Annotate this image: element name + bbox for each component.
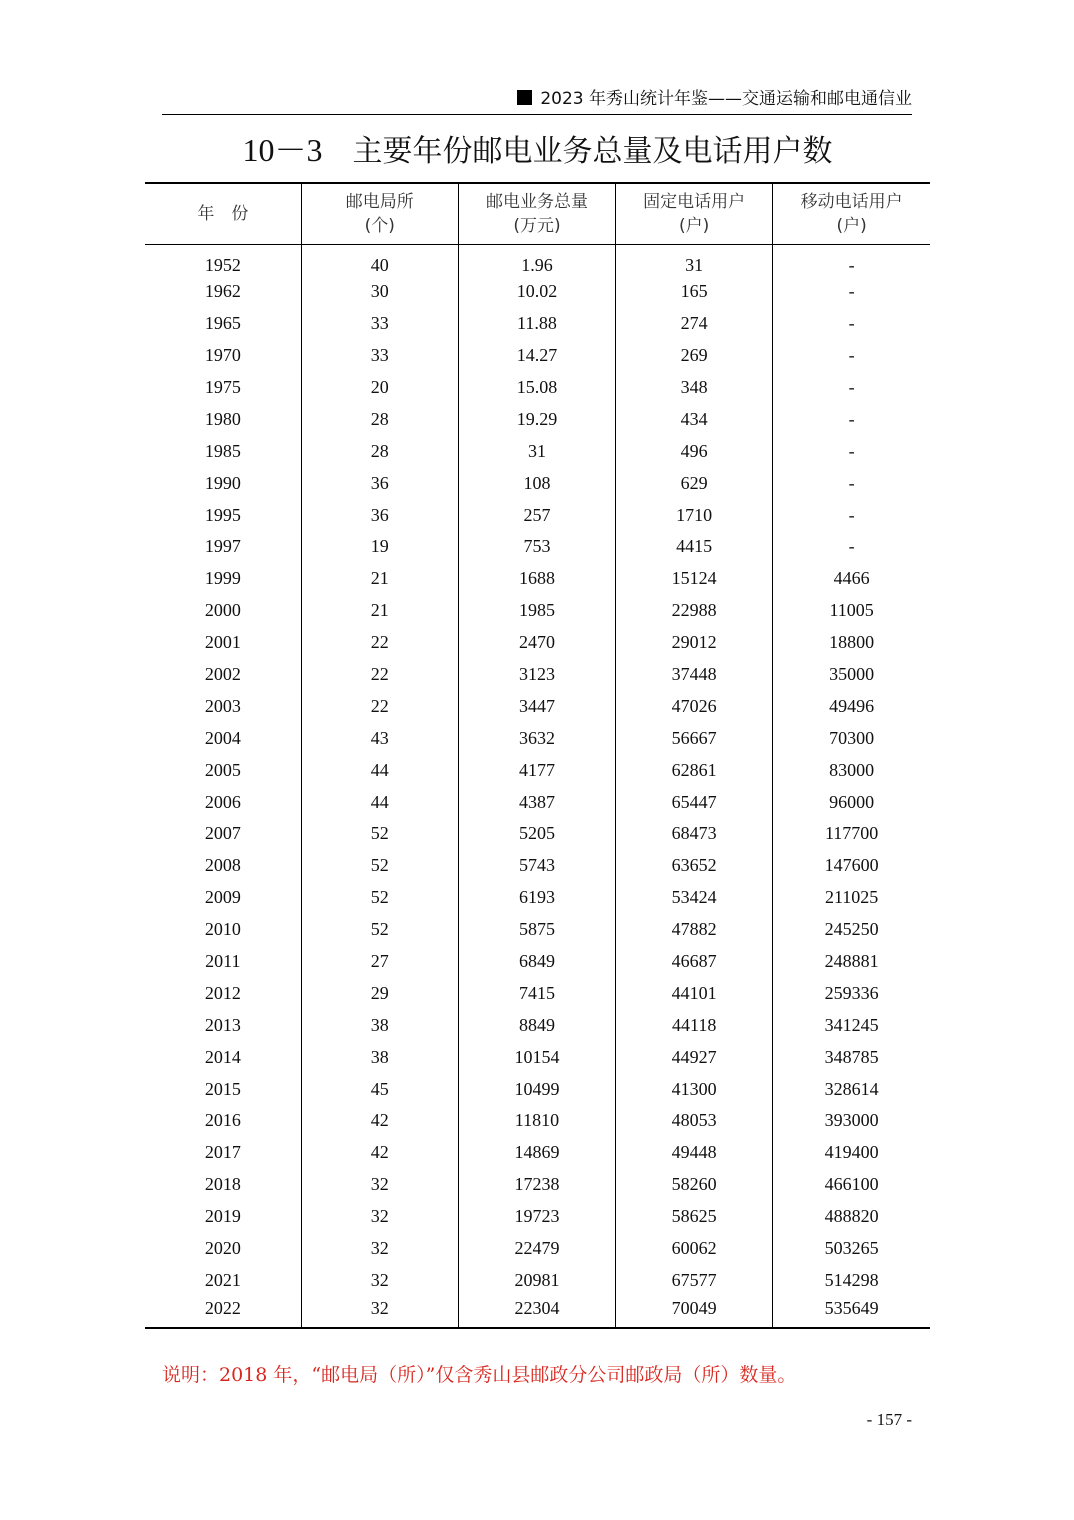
cell-fixed-phone: 63652 <box>616 850 773 882</box>
cell-business-volume: 15.08 <box>458 372 615 404</box>
cell-business-volume: 17238 <box>458 1169 615 1201</box>
cell-post-offices: 52 <box>301 850 458 882</box>
cell-mobile-phone: 147600 <box>773 850 930 882</box>
column-header-mobile-phone: 移动电话用户 (户) <box>773 183 930 244</box>
cell-mobile-phone: 245250 <box>773 914 930 946</box>
cell-year: 1962 <box>204 281 241 302</box>
table-row <box>145 914 930 946</box>
cell-fixed-phone: 269 <box>616 340 773 372</box>
cell-year: 2010 <box>204 919 241 940</box>
table-row <box>145 403 930 435</box>
cell-mobile-phone: - <box>773 467 930 499</box>
cell-business-volume: 2470 <box>458 627 615 659</box>
cell-fixed-phone: 31 <box>616 244 773 276</box>
cell-post-offices: 44 <box>301 754 458 786</box>
cell-post-offices: 38 <box>301 1041 458 1073</box>
square-bullet-icon <box>517 90 532 105</box>
cell-fixed-phone: 165 <box>616 276 773 308</box>
cell-post-offices: 20 <box>301 372 458 404</box>
cell-mobile-phone: - <box>773 372 930 404</box>
cell-business-volume: 1688 <box>458 563 615 595</box>
cell-business-volume: 6193 <box>458 882 615 914</box>
table-row <box>145 1009 930 1041</box>
cell-post-offices: 32 <box>301 1233 458 1265</box>
cell-fixed-phone: 49448 <box>616 1137 773 1169</box>
cell-mobile-phone: 419400 <box>773 1137 930 1169</box>
cell-fixed-phone: 46687 <box>616 946 773 978</box>
cell-mobile-phone: 35000 <box>773 659 930 691</box>
cell-post-offices: 33 <box>301 308 458 340</box>
cell-business-volume: 11.88 <box>458 308 615 340</box>
table-title <box>145 128 930 174</box>
cell-post-offices: 28 <box>301 403 458 435</box>
cell-post-offices: 21 <box>301 595 458 627</box>
table-row <box>145 659 930 691</box>
cell-post-offices: 22 <box>301 627 458 659</box>
cell-business-volume: 8849 <box>458 1009 615 1041</box>
cell-fixed-phone: 47026 <box>616 690 773 722</box>
cell-post-offices: 33 <box>301 340 458 372</box>
table-body <box>145 244 930 1328</box>
cell-post-offices: 28 <box>301 435 458 467</box>
table-row <box>145 850 930 882</box>
table-row <box>145 499 930 531</box>
cell-fixed-phone: 44118 <box>616 1009 773 1041</box>
table-row <box>145 1201 930 1233</box>
table-row <box>145 1073 930 1105</box>
cell-post-offices: 29 <box>301 977 458 1009</box>
data-table <box>145 182 930 1329</box>
cell-fixed-phone: 56667 <box>616 722 773 754</box>
cell-year: 2005 <box>204 759 241 780</box>
cell-year: 2017 <box>204 1142 241 1163</box>
cell-business-volume: 19.29 <box>458 403 615 435</box>
cell-fixed-phone: 15124 <box>616 563 773 595</box>
cell-mobile-phone: 259336 <box>773 977 930 1009</box>
cell-fixed-phone: 68473 <box>616 818 773 850</box>
table-row <box>145 946 930 978</box>
table-row <box>145 1137 930 1169</box>
table-row <box>145 882 930 914</box>
cell-business-volume: 6849 <box>458 946 615 978</box>
table-row <box>145 977 930 1009</box>
table-row <box>145 1169 930 1201</box>
cell-business-volume: 3123 <box>458 659 615 691</box>
cell-year: 2011 <box>205 951 241 972</box>
cell-year: 1952 <box>204 254 241 275</box>
cell-fixed-phone: 48053 <box>616 1105 773 1137</box>
table-header-row <box>145 183 930 244</box>
cell-year: 2006 <box>204 791 241 812</box>
cell-post-offices: 27 <box>301 946 458 978</box>
cell-year: 2001 <box>204 632 241 653</box>
cell-mobile-phone: 341245 <box>773 1009 930 1041</box>
cell-mobile-phone: - <box>773 499 930 531</box>
cell-fixed-phone: 44927 <box>616 1041 773 1073</box>
table-row <box>145 563 930 595</box>
cell-year: 2007 <box>204 823 241 844</box>
cell-business-volume: 14869 <box>458 1137 615 1169</box>
cell-fixed-phone: 274 <box>616 308 773 340</box>
cell-year: 2004 <box>204 727 241 748</box>
cell-fixed-phone: 629 <box>616 467 773 499</box>
cell-business-volume: 5743 <box>458 850 615 882</box>
cell-mobile-phone: 49496 <box>773 690 930 722</box>
cell-business-volume: 11810 <box>458 1105 615 1137</box>
cell-business-volume: 20981 <box>458 1265 615 1297</box>
cell-fixed-phone: 37448 <box>616 659 773 691</box>
table-row <box>145 1041 930 1073</box>
running-header <box>162 86 912 115</box>
cell-year: 1970 <box>204 345 241 366</box>
cell-fixed-phone: 60062 <box>616 1233 773 1265</box>
cell-business-volume: 1985 <box>458 595 615 627</box>
cell-mobile-phone: 535649 <box>773 1296 930 1328</box>
cell-business-volume: 31 <box>458 435 615 467</box>
cell-year: 2012 <box>204 982 241 1003</box>
cell-fixed-phone: 41300 <box>616 1073 773 1105</box>
table-row <box>145 1105 930 1137</box>
cell-fixed-phone: 22988 <box>616 595 773 627</box>
cell-year: 1965 <box>204 313 241 334</box>
cell-mobile-phone: - <box>773 531 930 563</box>
cell-post-offices: 52 <box>301 914 458 946</box>
cell-year: 2009 <box>204 887 241 908</box>
cell-mobile-phone: - <box>773 308 930 340</box>
cell-fixed-phone: 62861 <box>616 754 773 786</box>
cell-post-offices: 45 <box>301 1073 458 1105</box>
cell-post-offices: 44 <box>301 786 458 818</box>
table-row <box>145 276 930 308</box>
cell-business-volume: 10154 <box>458 1041 615 1073</box>
cell-post-offices: 36 <box>301 499 458 531</box>
cell-business-volume: 7415 <box>458 977 615 1009</box>
column-header-year: 年 份 <box>145 183 301 244</box>
cell-business-volume: 108 <box>458 467 615 499</box>
cell-year: 2002 <box>204 664 241 685</box>
cell-post-offices: 42 <box>301 1137 458 1169</box>
cell-fixed-phone: 47882 <box>616 914 773 946</box>
cell-business-volume: 753 <box>458 531 615 563</box>
cell-post-offices: 30 <box>301 276 458 308</box>
cell-year: 1999 <box>204 568 241 589</box>
table-row <box>145 1233 930 1265</box>
footnote: 说明：2018 年，“邮电局（所）”仅含秀山县邮政分公司邮政局（所）数量。 <box>162 1364 797 1386</box>
cell-mobile-phone: - <box>773 340 930 372</box>
cell-year: 2003 <box>204 695 241 716</box>
cell-mobile-phone: 514298 <box>773 1265 930 1297</box>
cell-year: 1980 <box>204 408 241 429</box>
cell-business-volume: 257 <box>458 499 615 531</box>
cell-business-volume: 22479 <box>458 1233 615 1265</box>
cell-fixed-phone: 53424 <box>616 882 773 914</box>
table-row <box>145 1265 930 1297</box>
cell-fixed-phone: 44101 <box>616 977 773 1009</box>
cell-year: 1995 <box>204 504 241 525</box>
cell-post-offices: 21 <box>301 563 458 595</box>
cell-post-offices: 22 <box>301 659 458 691</box>
cell-fixed-phone: 29012 <box>616 627 773 659</box>
cell-business-volume: 5205 <box>458 818 615 850</box>
column-header-fixed-phone: 固定电话用户 (户) <box>616 183 773 244</box>
cell-fixed-phone: 496 <box>616 435 773 467</box>
cell-mobile-phone: 393000 <box>773 1105 930 1137</box>
cell-business-volume: 14.27 <box>458 340 615 372</box>
table-row <box>145 1296 930 1328</box>
cell-year: 2022 <box>145 1296 301 1328</box>
cell-year: 2008 <box>204 855 241 876</box>
cell-business-volume: 19723 <box>458 1201 615 1233</box>
cell-mobile-phone: 11005 <box>773 595 930 627</box>
column-header-post-offices: 邮电局所 (个) <box>301 183 458 244</box>
cell-fixed-phone: 70049 <box>616 1296 773 1328</box>
cell-post-offices: 19 <box>301 531 458 563</box>
table-row <box>145 435 930 467</box>
cell-mobile-phone: 488820 <box>773 1201 930 1233</box>
cell-business-volume: 10.02 <box>458 276 615 308</box>
table-row <box>145 467 930 499</box>
cell-post-offices: 43 <box>301 722 458 754</box>
table-row <box>145 690 930 722</box>
cell-business-volume: 4177 <box>458 754 615 786</box>
cell-fixed-phone: 348 <box>616 372 773 404</box>
cell-fixed-phone: 58625 <box>616 1201 773 1233</box>
table-title-text: 主要年份邮电业务总量及电话用户数 <box>352 134 833 169</box>
table-row <box>145 818 930 850</box>
cell-year: 1990 <box>204 472 241 493</box>
cell-year: 2015 <box>204 1078 241 1099</box>
cell-fixed-phone: 58260 <box>616 1169 773 1201</box>
cell-mobile-phone: 211025 <box>773 882 930 914</box>
cell-mobile-phone: - <box>773 244 930 276</box>
running-title: 2023 年秀山统计年鉴——交通运输和邮电通信业 <box>540 89 912 109</box>
table-row <box>145 786 930 818</box>
cell-fixed-phone: 67577 <box>616 1265 773 1297</box>
cell-business-volume: 4387 <box>458 786 615 818</box>
cell-year: 2016 <box>204 1110 241 1131</box>
table-row <box>145 531 930 563</box>
cell-year: 2020 <box>204 1238 241 1259</box>
cell-business-volume: 5875 <box>458 914 615 946</box>
cell-mobile-phone: 248881 <box>773 946 930 978</box>
cell-fixed-phone: 1710 <box>616 499 773 531</box>
cell-year: 1997 <box>204 536 241 557</box>
cell-mobile-phone: 503265 <box>773 1233 930 1265</box>
cell-year: 2014 <box>204 1046 241 1067</box>
cell-mobile-phone: - <box>773 276 930 308</box>
cell-year: 2000 <box>204 600 241 621</box>
page-number: - 157 - <box>866 1410 912 1429</box>
column-header-business-volume: 邮电业务总量 (万元) <box>458 183 615 244</box>
cell-mobile-phone: 328614 <box>773 1073 930 1105</box>
cell-post-offices: 22 <box>301 690 458 722</box>
table-row <box>145 627 930 659</box>
cell-mobile-phone: 83000 <box>773 754 930 786</box>
cell-year: 2018 <box>204 1174 241 1195</box>
cell-business-volume: 10499 <box>458 1073 615 1105</box>
cell-mobile-phone: 117700 <box>773 818 930 850</box>
cell-mobile-phone: 466100 <box>773 1169 930 1201</box>
cell-fixed-phone: 4415 <box>616 531 773 563</box>
cell-business-volume: 1.96 <box>458 244 615 276</box>
cell-post-offices: 52 <box>301 818 458 850</box>
cell-mobile-phone: 96000 <box>773 786 930 818</box>
table-row <box>145 595 930 627</box>
cell-post-offices: 40 <box>301 244 458 276</box>
cell-business-volume: 22304 <box>458 1296 615 1328</box>
table-number: 10－3 <box>242 132 323 168</box>
table-row <box>145 372 930 404</box>
cell-mobile-phone: - <box>773 403 930 435</box>
cell-post-offices: 38 <box>301 1009 458 1041</box>
cell-fixed-phone: 65447 <box>616 786 773 818</box>
table-row <box>145 244 930 276</box>
cell-year: 1975 <box>204 377 241 397</box>
cell-post-offices: 32 <box>301 1201 458 1233</box>
cell-mobile-phone: 70300 <box>773 722 930 754</box>
cell-mobile-phone: - <box>773 435 930 467</box>
table-row <box>145 340 930 372</box>
cell-post-offices: 32 <box>301 1169 458 1201</box>
cell-year: 2019 <box>204 1206 241 1227</box>
table-row <box>145 722 930 754</box>
cell-mobile-phone: 4466 <box>773 563 930 595</box>
cell-business-volume: 3632 <box>458 722 615 754</box>
cell-post-offices: 32 <box>301 1296 458 1328</box>
cell-year: 2013 <box>204 1014 241 1035</box>
cell-year: 1985 <box>204 440 241 461</box>
cell-year: 2021 <box>204 1269 241 1290</box>
cell-business-volume: 3447 <box>458 690 615 722</box>
cell-post-offices: 36 <box>301 467 458 499</box>
cell-post-offices: 32 <box>301 1265 458 1297</box>
cell-mobile-phone: 18800 <box>773 627 930 659</box>
cell-fixed-phone: 434 <box>616 403 773 435</box>
cell-post-offices: 52 <box>301 882 458 914</box>
cell-post-offices: 42 <box>301 1105 458 1137</box>
cell-mobile-phone: 348785 <box>773 1041 930 1073</box>
table-row <box>145 754 930 786</box>
table-row <box>145 308 930 340</box>
